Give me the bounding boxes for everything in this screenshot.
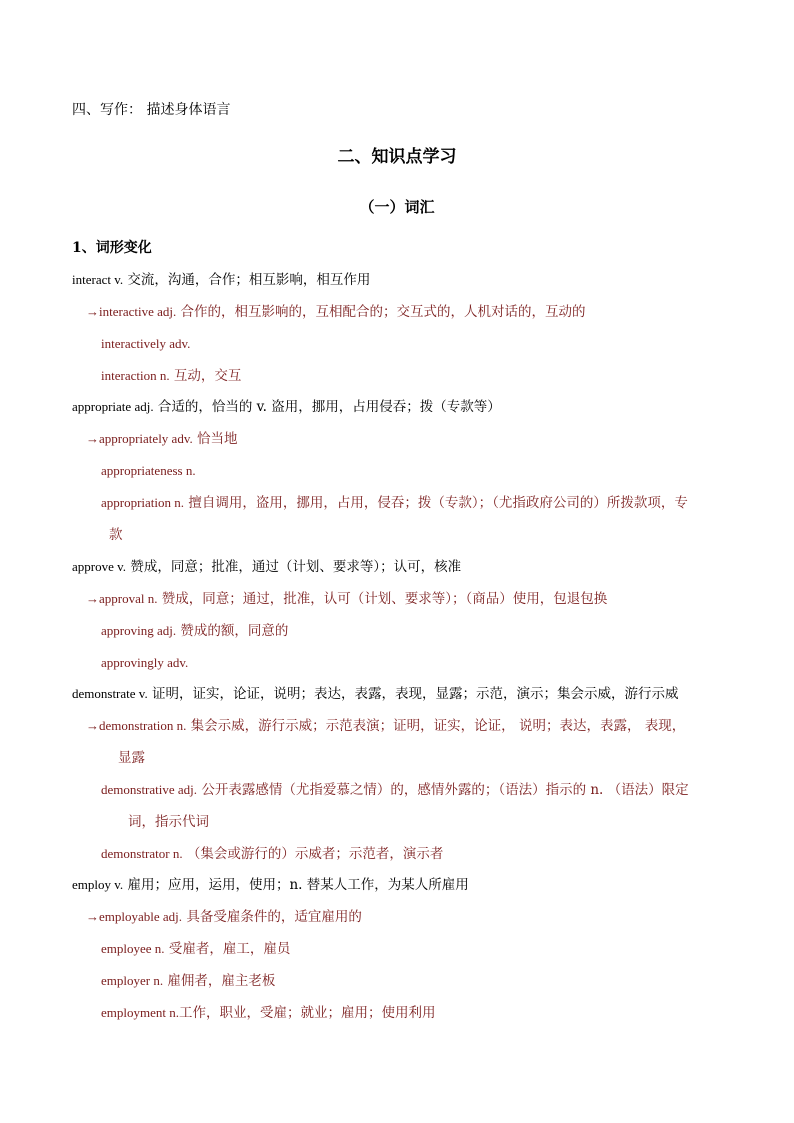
derivative-definition: 赞成的额，同意的 [176, 623, 289, 639]
derivative-definition: 工作，职业，受雇；就业；雇用；使用利用 [179, 1005, 436, 1021]
derivative-word: →appropriately adv. [86, 431, 193, 446]
entry-interact [72, 270, 370, 290]
derivative-approving [101, 621, 288, 641]
headword: demonstrate v. [72, 686, 148, 701]
section-4-heading: 四、写作： 描述身体语言 [72, 102, 231, 118]
derivative-interactively [101, 334, 190, 354]
headword: employ v. [72, 877, 124, 892]
derivative-definition: 具备受雇条件的，适宜雇用的 [182, 909, 362, 925]
derivative-interactive [86, 302, 586, 322]
derivative-appropriation [101, 493, 688, 513]
derivative-word: demonstrative adj. [101, 782, 198, 797]
derivative-employer [101, 971, 275, 991]
derivative-word: →interactive adj. [86, 304, 177, 319]
derivative-word: interactively adv. [101, 336, 191, 351]
derivative-appropriately [86, 429, 238, 449]
headword: interact v. [72, 272, 124, 287]
derivative-demonstrator [101, 844, 443, 864]
derivative-definition: 雇佣者，雇主老板 [163, 973, 276, 989]
derivative-demonstrative-continued: 词，指示代词 [128, 814, 209, 830]
headword-definition: 雇用；应用，运用，使用；n. 替某人工作，为某人所雇用 [123, 877, 469, 893]
headword-definition: 赞成，同意；批准，通过（计划、要求等）；认可，核准 [126, 559, 462, 575]
derivative-employable [86, 907, 362, 927]
derivative-word: appropriateness n. [101, 463, 196, 478]
entry-demonstrate [72, 684, 679, 704]
derivative-appropriation-continued: 款 [109, 527, 123, 543]
derivative-definition: 合作的，相互影响的，互相配合的；交互式的，人机对话的，互动的 [176, 304, 586, 320]
derivative-approvingly [101, 653, 188, 673]
derivative-word: →demonstration n. [86, 718, 187, 733]
derivative-definition: （集会或游行的）示威者；示范者，演示者 [182, 846, 444, 862]
derivative-word: employment n. [101, 1005, 179, 1020]
derivative-word: approving adj. [101, 623, 177, 638]
headword: approve v. [72, 559, 127, 574]
derivative-employment [101, 1003, 436, 1023]
headword: appropriate adj. [72, 399, 154, 414]
derivative-word: employee n. [101, 941, 165, 956]
derivative-definition: 受雇者，雇工，雇员 [164, 941, 291, 957]
derivative-approval [86, 589, 607, 609]
derivative-word: employer n. [101, 973, 164, 988]
entry-employ [72, 875, 469, 895]
entry-appropriate [72, 397, 501, 417]
derivative-definition: 集会示威，游行示威；示范表演；证明，证实，论证， 说明；表达，表露， 表现， [186, 718, 686, 734]
derivative-interaction [101, 366, 241, 386]
derivative-definition: 赞成，同意；通过，批准，认可（计划、要求等）；（商品）使用，包退包换 [157, 591, 608, 607]
headword-definition: 交流，沟通，合作；相互影响，相互作用 [123, 272, 371, 288]
part-1-heading: 1、词形变化 [72, 240, 152, 256]
derivative-definition: 擅自调用，盗用，挪用，占用，侵吞；拨（专款）；（尤指政府公司的）所拨款项，专 [184, 495, 688, 511]
derivative-employee [101, 939, 290, 959]
derivative-word: approvingly adv. [101, 655, 189, 670]
derivative-definition: 恰当地 [192, 431, 238, 447]
derivative-appropriateness [101, 461, 196, 481]
derivative-word: appropriation n. [101, 495, 185, 510]
headword-definition: 合适的，恰当的 v. 盗用，挪用，占用侵吞；拨（专款等） [153, 399, 501, 415]
derivative-demonstration [86, 716, 685, 736]
subsection-vocabulary-title: （一）词汇 [359, 198, 435, 216]
derivative-word: interaction n. [101, 368, 170, 383]
derivative-word: demonstrator n. [101, 846, 183, 861]
headword-definition: 证明，证实，论证，说明；表达，表露，表现，显露；示范，演示；集会示威，游行示威 [147, 686, 679, 702]
derivative-definition: 互动，交互 [169, 368, 242, 384]
derivative-definition: 公开表露感情（尤指爱慕之情）的，感情外露的；（语法）指示的 n. （语法）限定 [197, 782, 689, 798]
entry-approve [72, 557, 461, 577]
section-2-title: 二、知识点学习 [337, 147, 457, 167]
derivative-word: →approval n. [86, 591, 158, 606]
derivative-demonstration-continued: 显露 [118, 750, 145, 766]
derivative-word: →employable adj. [86, 909, 183, 924]
derivative-demonstrative [101, 780, 689, 800]
